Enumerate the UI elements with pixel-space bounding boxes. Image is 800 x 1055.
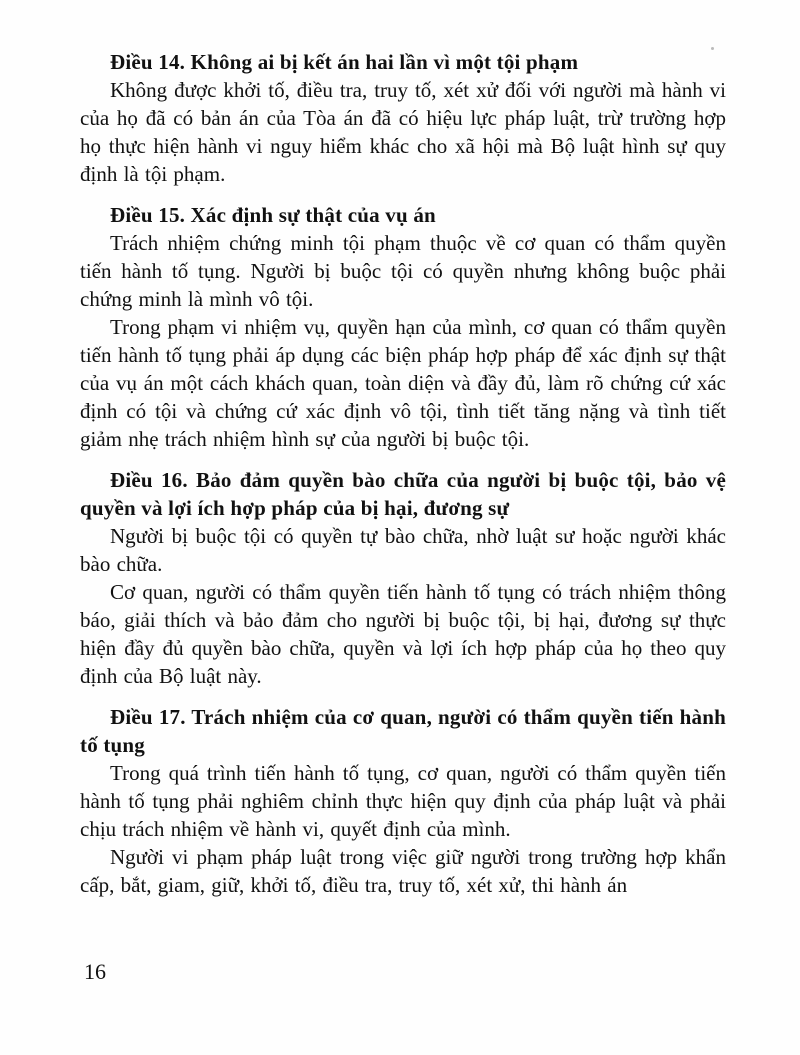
article-15-paragraph-2: Trong phạm vi nhiệm vụ, quyền hạn của mình, cơ quan có thẩm quyền tiến hành tố tụng phải áp dụng các biện pháp hợp pháp để xác định sự thật của vụ án một cách khách quan, toàn diện và đầy đủ, làm rõ chứng cứ xác định có tội và chứng cứ xác định vô tội, tình tiết tăng nặng và tình tiết giảm nhẹ trách nhiệm hình sự của người bị buộc tội. — [80, 315, 726, 451]
article-17-heading: Điều 17. Trách nhiệm của cơ quan, người có thẩm quyền tiến hành tố tụng — [80, 705, 726, 757]
article-17-paragraph-2: Người vi phạm pháp luật trong việc giữ người trong trường hợp khẩn cấp, bắt, giam, giữ, khởi tố, điều tra, truy tố, xét xử, thi hành án — [80, 845, 726, 897]
article-15 — [80, 201, 726, 453]
article-16-paragraph-1: Người bị buộc tội có quyền tự bào chữa, nhờ luật sư hoặc người khác bào chữa. — [80, 524, 726, 576]
article-14-heading: Điều 14. Không ai bị kết án hai lần vì một tội phạm — [110, 50, 579, 74]
page-number: 16 — [84, 959, 106, 984]
article-17-paragraph-1: Trong quá trình tiến hành tố tụng, cơ quan, người có thẩm quyền tiến hành tố tụng phải nghiêm chỉnh thực hiện quy định của pháp luật và phải chịu trách nhiệm về hành vi, quyết định của mình. — [80, 761, 726, 841]
article-16 — [80, 466, 726, 690]
scan-speck — [711, 47, 714, 50]
article-15-paragraph-1: Trách nhiệm chứng minh tội phạm thuộc về cơ quan có thẩm quyền tiến hành tố tụng. Người bị buộc tội có quyền nhưng không buộc phải chứng minh là mình vô tội. — [80, 231, 726, 311]
article-16-heading: Điều 16. Bảo đảm quyền bào chữa của người bị buộc tội, bảo vệ quyền và lợi ích hợp pháp của bị hại, đương sự — [80, 468, 726, 520]
article-16-paragraph-2: Cơ quan, người có thẩm quyền tiến hành tố tụng có trách nhiệm thông báo, giải thích và bảo đảm cho người bị buộc tội, bị hại, đương sự thực hiện đầy đủ quyền bào chữa, quyền và lợi ích hợp pháp của họ theo quy định của Bộ luật này. — [80, 580, 726, 688]
article-14-paragraph-1: Không được khởi tố, điều tra, truy tố, xét xử đối với người mà hành vi của họ đã có bản án của Tòa án đã có hiệu lực pháp luật, trừ trường hợp họ thực hiện hành vi nguy hiểm khác cho xã hội mà Bộ luật hình sự quy định là tội phạm. — [80, 78, 726, 186]
article-15-heading: Điều 15. Xác định sự thật của vụ án — [110, 203, 436, 227]
article-14 — [80, 48, 726, 188]
article-17 — [80, 703, 726, 899]
